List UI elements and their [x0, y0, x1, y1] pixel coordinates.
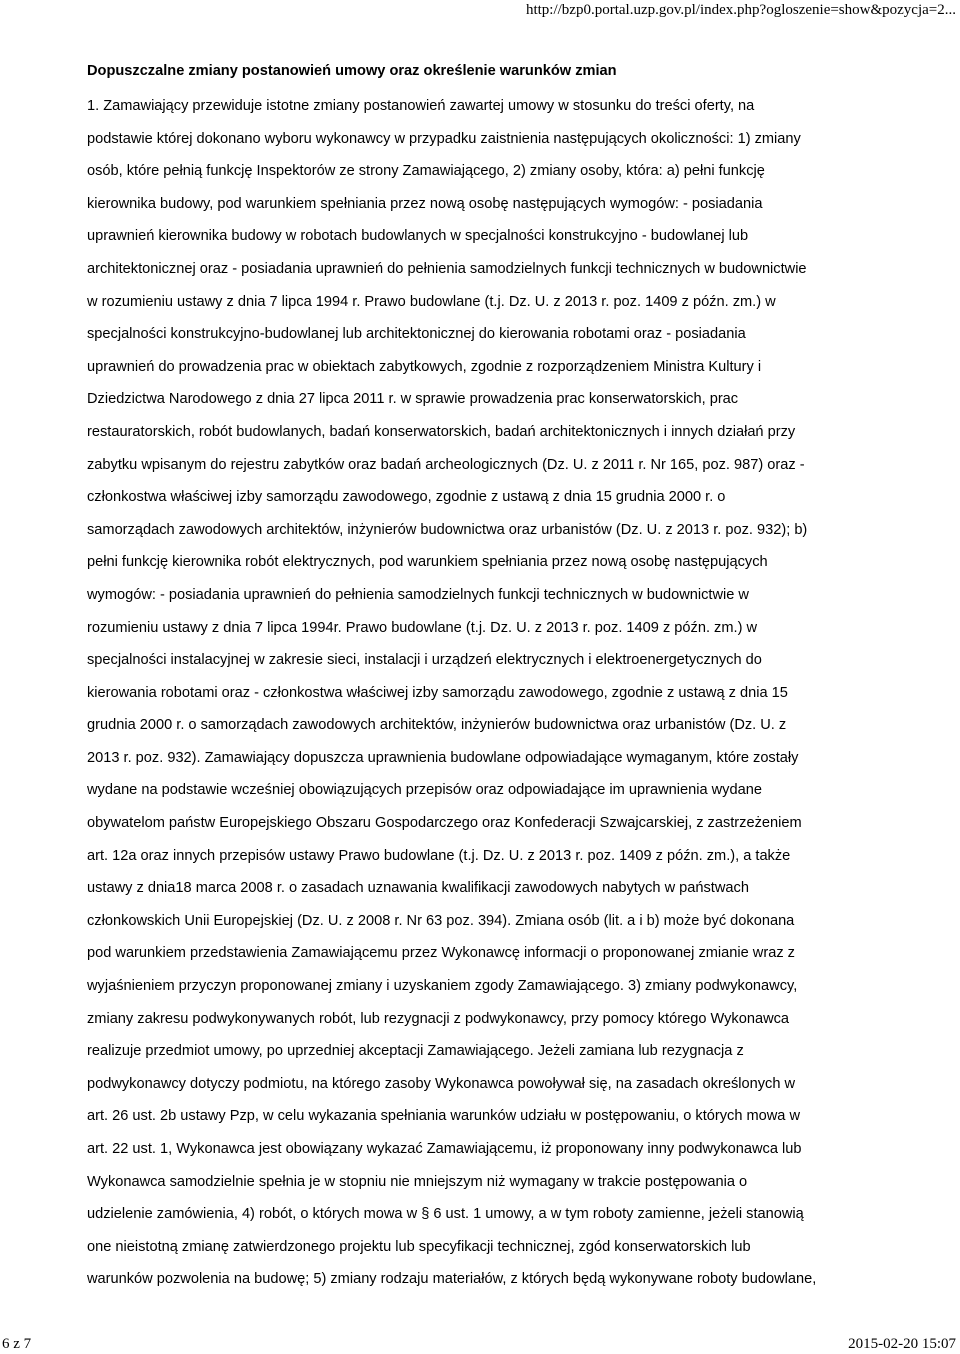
- body-line: podstawie której dokonano wyboru wykonawcy w przypadku zaistnienia następujących okoliczności: 1) zmiany: [87, 130, 801, 147]
- body-line: restauratorskich, robót budowlanych, badań konserwatorskich, badań architektonicznych i innych działań przy: [87, 423, 796, 440]
- body-line: zmiany zakresu podwykonywanych robót, lub rezygnacji z podwykonawcy, przy pomocy którego Wykonawca: [87, 1010, 790, 1027]
- body-line: kierownika budowy, pod warunkiem spełniania przez nową osobę następujących wymogów: - posiadania: [87, 195, 763, 212]
- body-line: art. 26 ust. 2b ustawy Pzp, w celu wykazania spełniania warunków udziału w postępowaniu, o których mowa w: [87, 1108, 801, 1125]
- body-line: kierowania robotami oraz - członkostwa właściwej izby samorządu zawodowego, zgodnie z ustawą z dnia 15: [87, 684, 788, 701]
- body-line: samorządach zawodowych architektów, inżynierów budownictwa oraz urbanistów (Dz. U. z 2013 r. poz. 932); b): [87, 521, 808, 538]
- body-line: 1. Zamawiający przewiduje istotne zmiany postanowień zawartej umowy w stosunku do treści oferty, na: [87, 98, 755, 114]
- body-line: uprawnień kierownika budowy w robotach budowlanych w specjalności konstrukcyjno - budowlanej lub: [87, 228, 749, 245]
- section-heading: Dopuszczalne zmiany postanowień umowy oraz określenie warunków zmian: [87, 63, 617, 79]
- body-line: art. 22 ust. 1, Wykonawca jest obowiązany wykazać Zamawiającemu, iż proponowany inny podwykonawca lub: [87, 1141, 802, 1157]
- body-line: wydane na podstawie wcześniej obowiązujących przepisów oraz odpowiadające im uprawnienia wydane: [87, 782, 762, 799]
- body-line: członkostwa właściwej izby samorządu zawodowego, zgodnie z ustawą z dnia 15 grudnia 2000 r. o: [87, 489, 726, 506]
- print-datetime: 2015-02-20 15:07: [848, 1336, 956, 1352]
- body-line: wyjaśnieniem przyczyn proponowanej zmiany i uzyskaniem zgody Zamawiającego. 3) zmiany podwykonawcy,: [87, 978, 798, 995]
- body-line: specjalności konstrukcyjno-budowlanej lub architektonicznej do kierowania robotami oraz - posiadania: [87, 326, 746, 343]
- body-line: Dziedzictwa Narodowego z dnia 27 lipca 2011 r. w sprawie prowadzenia prac konserwatorskich, prac: [87, 391, 739, 408]
- body-line: uprawnień do prowadzenia prac w obiektach zabytkowych, zgodnie z rozporządzeniem Ministra Kultury i: [87, 358, 762, 375]
- page-number: 6 z 7: [2, 1336, 32, 1352]
- body-line: pełni funkcję kierownika robót elektrycznych, pod warunkiem spełniania przez nową osobę następujących: [87, 554, 768, 571]
- body-line: specjalności instalacyjnej w zakresie sieci, instalacji i urządzeń elektrycznych i elektroenergetycznych do: [87, 652, 762, 669]
- body-line: realizuje przedmiot umowy, po uprzedniej akceptacji Zamawiającego. Jeżeli zamiana lub rezygnacja z: [87, 1043, 744, 1060]
- body-line: art. 12a oraz innych przepisów ustawy Prawo budowlane (t.j. Dz. U. z 2013 r. poz. 1409 z późn. zm.), a także: [87, 847, 791, 864]
- body-line: rozumieniu ustawy z dnia 7 lipca 1994r. Prawo budowlane (t.j. Dz. U. z 2013 r. poz. 1409 z późn. zm.) w: [87, 619, 758, 636]
- body-line: warunków pozwolenia na budowę; 5) zmiany rodzaju materiałów, z których będą wykonywane roboty budowlane,: [87, 1271, 817, 1288]
- page-url-header: http://bzp0.portal.uzp.gov.pl/index.php?ogloszenie=show&pozycja=2...: [525, 2, 956, 18]
- body-line: osób, które pełnią funkcję Inspektorów ze strony Zamawiającego, 2) zmiany osoby, która: a) pełni funkcję: [87, 163, 765, 180]
- body-line: one nieistotną zmianę zatwierdzonego projektu lub specyfikacji technicznej, zgód konserwatorskich lub: [87, 1238, 751, 1255]
- body-line: Wykonawca samodzielnie spełnia je w stopniu nie mniejszym niż wymagany w trakcie postępowania o: [87, 1173, 748, 1190]
- body-line: podwykonawcy dotyczy podmiotu, na którego zasoby Wykonawca powoływał się, na zasadach określonych w: [87, 1075, 796, 1092]
- body-line: w rozumieniu ustawy z dnia 7 lipca 1994 r. Prawo budowlane (t.j. Dz. U. z 2013 r. poz. 1409 z późn. zm.) w: [87, 293, 776, 310]
- body-line: obywatelom państw Europejskiego Obszaru Gospodarczego oraz Konfederacji Szwajcarskiej, z zastrzeżeniem: [87, 815, 802, 832]
- body-line: zabytku wpisanym do rejestru zabytków oraz badań archeologicznych (Dz. U. z 2011 r. Nr 165, poz. 987) oraz -: [87, 456, 805, 473]
- body-line: członkowskich Unii Europejskiej (Dz. U. z 2008 r. Nr 63 poz. 394). Zmiana osób (lit. a i b) może być dokonana: [87, 912, 795, 929]
- body-line: pod warunkiem przedstawienia Zamawiającemu przez Wykonawcę informacji o proponowanej zmianie wraz z: [87, 945, 795, 962]
- body-line: ustawy z dnia18 marca 2008 r. o zasadach uznawania kwalifikacji zawodowych nabytych w państwach: [87, 880, 749, 897]
- section-body-text: [87, 90, 907, 1296]
- body-line: grudnia 2000 r. o samorządach zawodowych architektów, inżynierów budownictwa oraz urbanistów (Dz. U. z: [87, 717, 787, 734]
- body-line: architektonicznej oraz - posiadania uprawnień do pełnienia samodzielnych funkcji technicznych w budownictwie: [87, 260, 807, 277]
- body-line: 2013 r. poz. 932). Zamawiający dopuszcza uprawnienia budowlane odpowiadające wymaganym, które zostały: [87, 749, 799, 766]
- body-line: udzielenie zamówienia, 4) robót, o których mowa w § 6 ust. 1 umowy, a w tym roboty zamienne, jeżeli stanowią: [87, 1206, 804, 1223]
- body-line: wymogów: - posiadania uprawnień do pełnienia samodzielnych funkcji technicznych w budownictwie w: [87, 586, 749, 603]
